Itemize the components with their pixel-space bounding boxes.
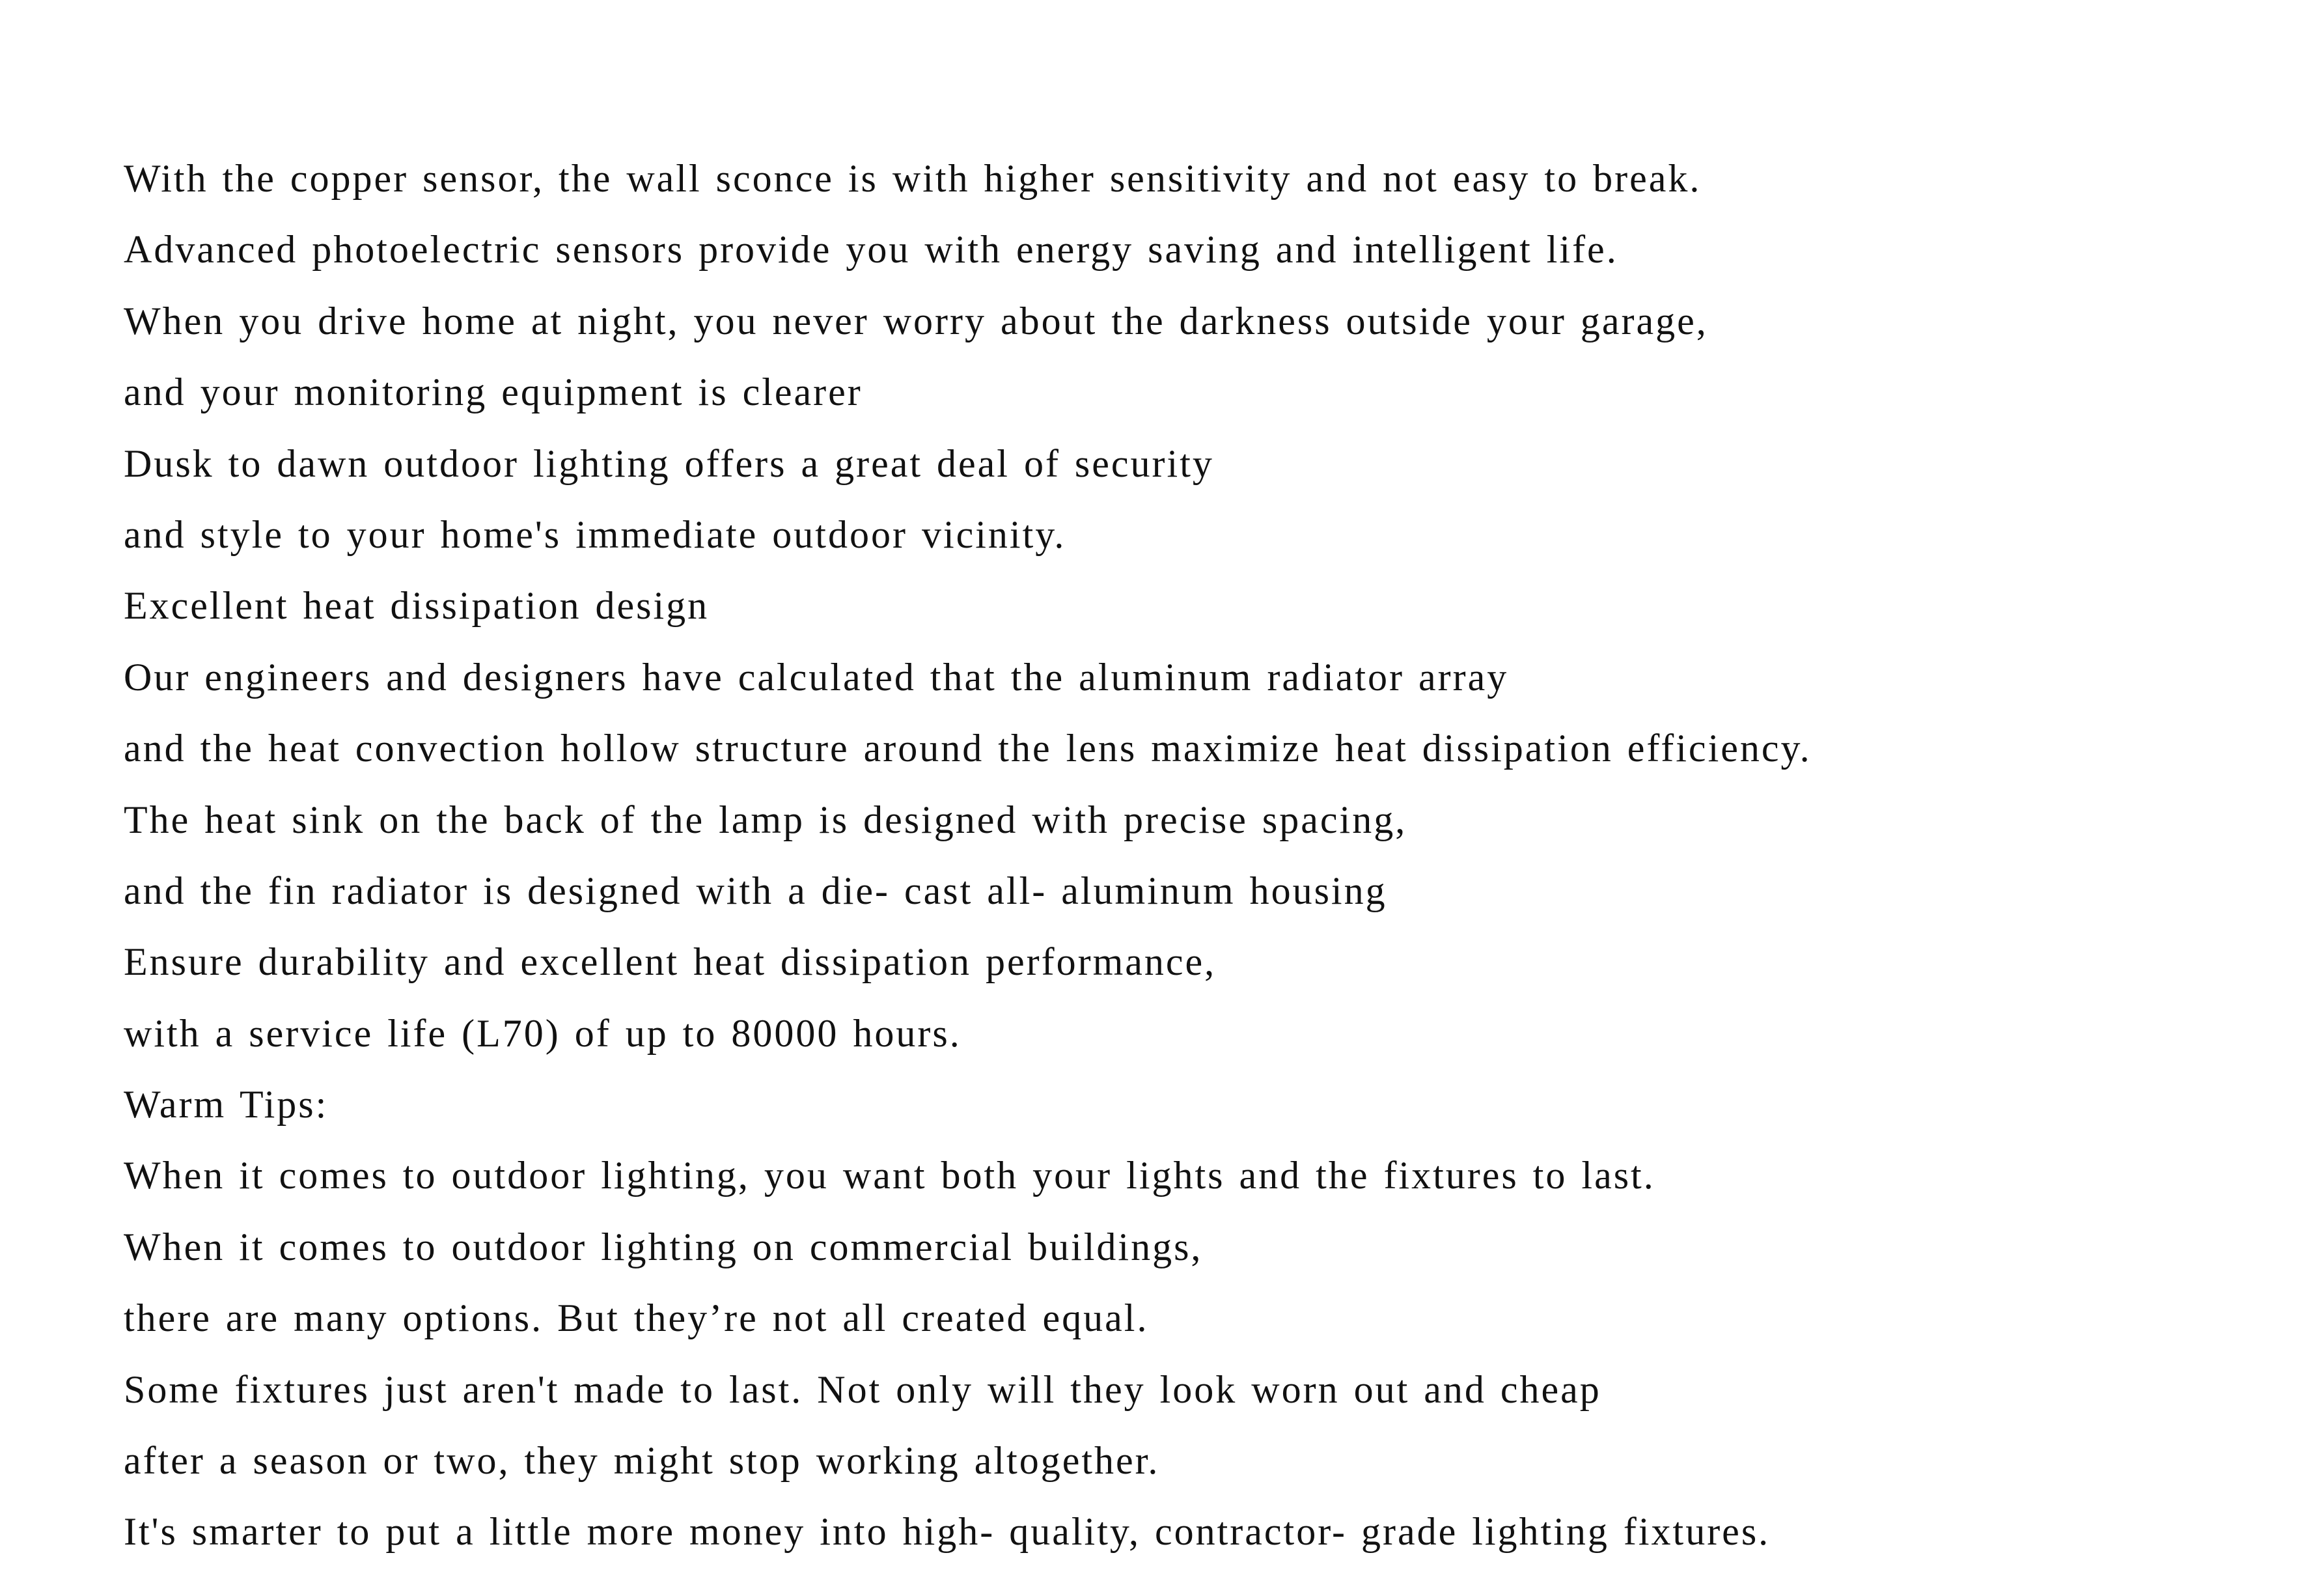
text-line-12: Ensure durability and excellent heat dissipation performance,: [124, 940, 1217, 984]
section-heading-heat-dissipation: Excellent heat dissipation design: [124, 584, 710, 628]
text-line-16: When it comes to outdoor lighting on commercial buildings,: [124, 1225, 1203, 1268]
text-line-10: The heat sink on the back of the lamp is designed with precise spacing,: [124, 798, 1407, 841]
text-line-4: and your monitoring equipment is clearer: [124, 371, 863, 414]
text-line-6: and style to your home's immediate outdoor vicinity.: [124, 512, 1066, 556]
text-line-5: Dusk to dawn outdoor lighting offers a great deal of security: [124, 441, 1214, 485]
text-line-8: Our engineers and designers have calculated that the aluminum radiator array: [124, 655, 1509, 699]
text-line-2: Advanced photoelectric sensors provide you with energy saving and intelligent life.: [124, 228, 1618, 272]
section-heading-warm-tips: Warm Tips:: [124, 1083, 329, 1126]
text-line-15: When it comes to outdoor lighting, you want both your lights and the fixtures to last.: [124, 1154, 1655, 1197]
text-line-20: It's smarter to put a little more money into high- quality, contractor- grade lighting fixtures.: [124, 1510, 1771, 1554]
text-line-18: Some fixtures just aren't made to last. Not only will they look worn out and cheap: [124, 1367, 1601, 1411]
text-line-9: and the heat convection hollow structure around the lens maximize heat dissipation efficiency.: [124, 727, 1812, 770]
text-line-17: there are many options. But they’re not all created equal.: [124, 1296, 1149, 1340]
text-line-3: When you drive home at night, you never worry about the darkness outside your garage,: [124, 299, 1708, 343]
text-line-1: With the copper sensor, the wall sconce is with higher sensitivity and not easy to break.: [124, 157, 1702, 200]
text-line-19: after a season or two, they might stop working altogether.: [124, 1439, 1160, 1483]
text-line-11: and the fin radiator is designed with a die- cast all- aluminum housing: [124, 869, 1387, 912]
text-line-13: with a service life (L70) of up to 80000 hours.: [124, 1011, 961, 1055]
document-body: [124, 154, 2207, 1578]
